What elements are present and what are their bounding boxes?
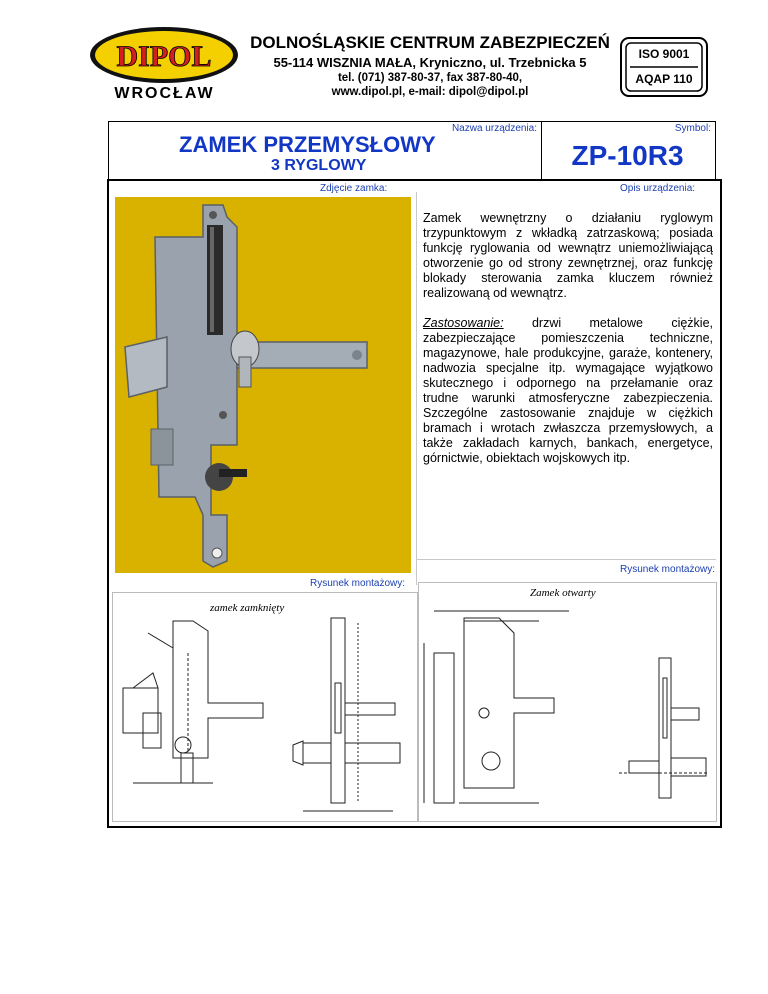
company-phone: tel. (071) 387-80-37, fax 387-80-40, [337, 72, 523, 84]
iso-badge [620, 37, 708, 97]
column-divider [416, 192, 417, 585]
usage-text: drzwi metalowe ciężkie, zabezpieczające pomieszczenia techniczne, magazynowe, hale produkcyjne, garaże, kontenery, nadwozia specjalne itp. wymagające wyjątkowo skutecznego i odpornego na przełamanie oraz trudne warunki atmosferyczne zabezpieczenia. Szczególne zastosowanie znajduje w ciężkich bramach i wrotach zwłaszcza przemysłowych, a także zakładach karnych, bankach, energetyce, górnictwie, obiektach wojskowych itp. [423, 316, 713, 465]
section-divider [416, 559, 716, 560]
device-symbol-box [540, 121, 716, 181]
company-contact [250, 71, 610, 99]
dipol-logo [88, 25, 240, 85]
device-subtitle: 3 RYGLOWY [271, 157, 367, 174]
iso-badge-frame [620, 37, 708, 97]
company-web: www.dipol.pl, e-mail: dipol@dipol.pl [331, 86, 529, 98]
lock-photo-image [115, 197, 411, 573]
caption-open: Zamek otwarty [530, 587, 596, 599]
description-paragraph-1: Zamek wewnętrzny o działaniu ryglowym trzypunktowym z wkładką zatrzaskową; posiada funkcję ryglowania od wewnątrz uniemożliwiającą otworzenie go od strony zewnętrznej, oraz funkcję blokady sterowania zamka kluczem również realizowaną od wewnątrz. [423, 211, 713, 300]
description-paragraph-2 [423, 316, 713, 466]
company-title: DOLNOŚLĄSKIE CENTRUM ZABEZPIECZEŃ [250, 33, 610, 52]
device-symbol-label: Symbol: [674, 123, 711, 134]
device-name: ZAMEK PRZEMYSŁOWY [179, 132, 436, 157]
lock-photo [115, 197, 411, 573]
photo-label: Zdjęcie zamka: [320, 183, 388, 194]
logo-city: WROCŁAW [114, 85, 215, 102]
device-symbol: ZP-10R3 [571, 140, 684, 171]
svg-text:DIPOL: DIPOL [116, 40, 212, 73]
description-label: Opis urządzenia: [620, 183, 696, 194]
drawing-label-left: Rysunek montażowy: [310, 578, 406, 589]
iso-line2: AQAP 110 [635, 72, 693, 86]
technical-drawing-closed [113, 593, 417, 821]
technical-drawing-open [419, 583, 716, 821]
drawing-open [418, 582, 717, 822]
iso-line1: ISO 9001 [638, 47, 690, 61]
drawing-closed [112, 592, 418, 822]
drawing-label-right: Rysunek montażowy: [620, 564, 716, 575]
description-text [423, 211, 713, 481]
device-name-box [108, 121, 542, 181]
caption-closed: zamek zamknięty [210, 602, 285, 614]
device-name-label: Nazwa urządzenia: [451, 123, 537, 134]
usage-title: Zastosowanie: [423, 316, 504, 330]
company-address: 55-114 WISZNIA MAŁA, Kryniczno, ul. Trzebnicka 5 [273, 55, 587, 70]
